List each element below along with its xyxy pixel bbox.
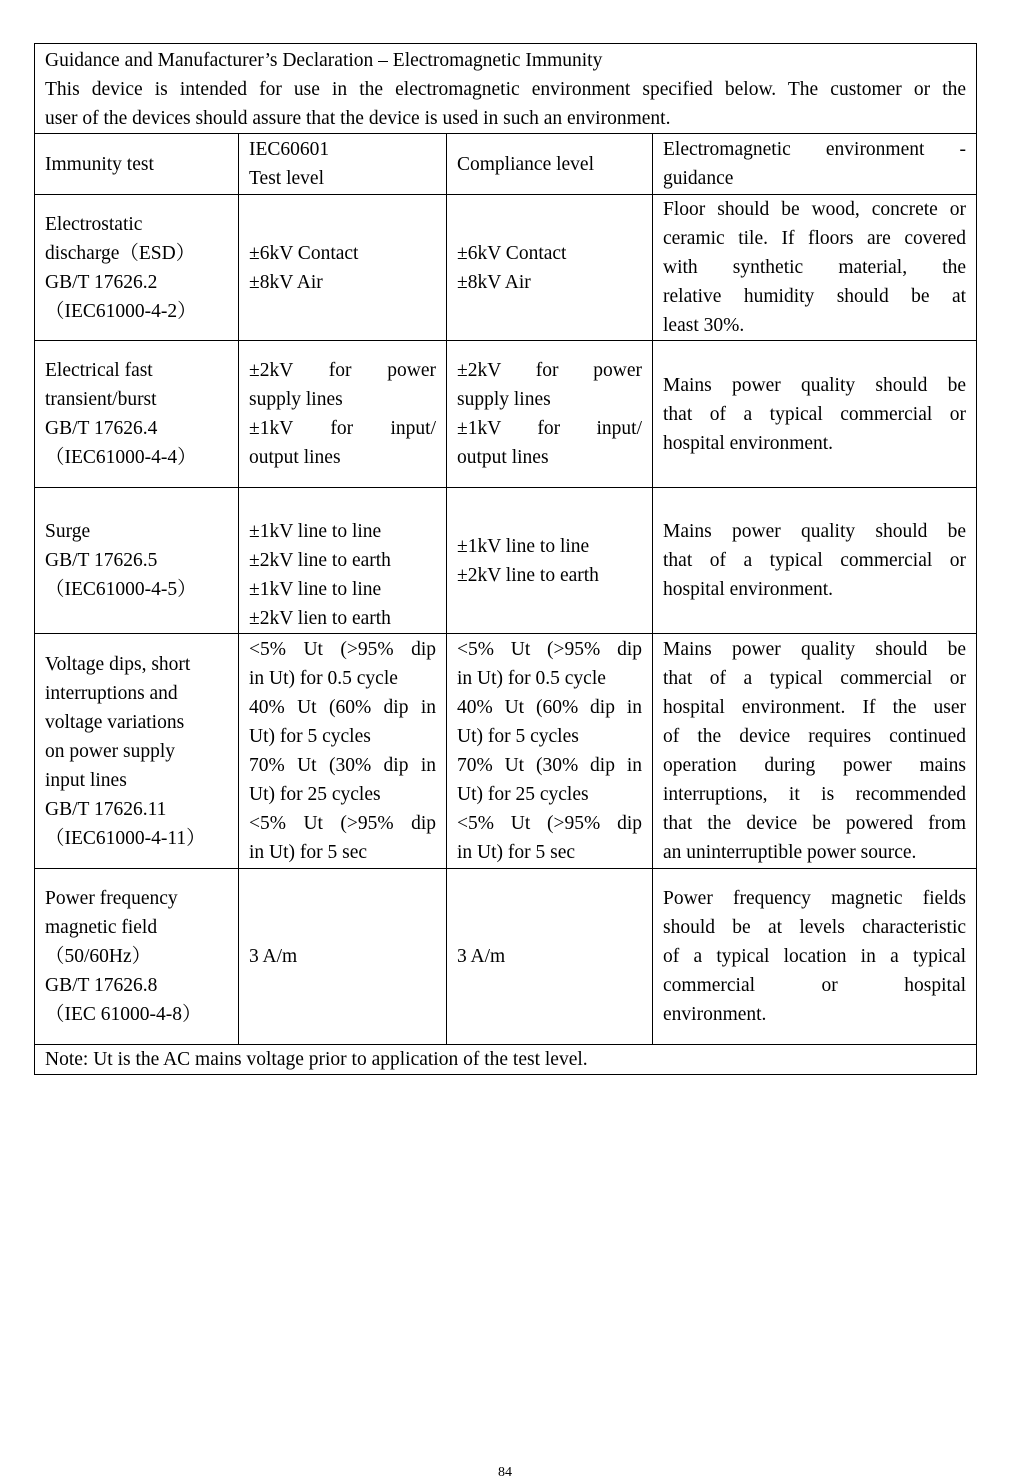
header-environment-guidance: [653, 134, 977, 195]
cell-line: GB/T 17626.8: [45, 975, 158, 996]
cell-line: （IEC 61000-4-8）: [45, 1004, 202, 1025]
header-immunity-test-text: Immunity test: [45, 153, 154, 175]
cell-line: （IEC61000-4-5）: [45, 579, 197, 600]
cell-line: in Ut) for 5 sec: [457, 842, 576, 863]
cell-line: ±2kV for power: [457, 360, 642, 381]
cell-compliance: [447, 195, 653, 341]
cell-test: [35, 341, 239, 488]
cell-guidance: [653, 634, 977, 869]
cell-line: 3 A/m: [249, 946, 298, 967]
cell-line: Ut) for 25 cycles: [457, 784, 589, 805]
cell-test: [35, 195, 239, 341]
cell-line: ±1kV line to line: [249, 521, 382, 542]
cell-line: hospital environment.: [663, 579, 834, 600]
cell-line: ±2kV line to earth: [457, 564, 599, 586]
cell-line: <5% Ut (>95% dip: [457, 813, 642, 834]
cell-line: Floor should be wood, concrete or: [663, 199, 967, 220]
header-compliance-text: Compliance level: [457, 153, 594, 175]
cell-line: GB/T 17626.4: [45, 418, 158, 439]
cell-test: [35, 869, 239, 1045]
cell-line: supply lines: [249, 389, 343, 410]
cell-line: that of a typical commercial or: [663, 550, 967, 571]
cell-line: Electrical fast: [45, 360, 153, 381]
table-row-power-frequency: [35, 869, 977, 1045]
cell-line: Power frequency: [45, 888, 178, 909]
cell-line: ±1kV for input/: [249, 418, 436, 439]
cell-line: environment.: [663, 1004, 767, 1025]
cell-line: Mains power quality should be: [663, 521, 967, 542]
cell-line: magnetic field: [45, 917, 158, 938]
cell-line: hospital environment.: [663, 432, 834, 454]
cell-compliance: [447, 634, 653, 869]
cell-test-level: [239, 195, 447, 341]
cell-line: input lines: [45, 769, 127, 791]
cell-compliance: [447, 869, 653, 1045]
cell-line: ±8kV Air: [457, 271, 531, 293]
cell-line: least 30%.: [663, 315, 745, 336]
header-test-level-line-1: IEC60601: [249, 139, 330, 160]
table-intro-line-1: This device is intended for use in the electromagnetic environment specified below. The customer or the: [45, 79, 967, 100]
table-title-cell: [35, 44, 977, 134]
cell-line: GB/T 17626.2: [45, 271, 158, 293]
cell-compliance: [447, 341, 653, 488]
cell-line: ±2kV line to earth: [249, 550, 391, 571]
cell-line: <5% Ut (>95% dip: [249, 639, 436, 660]
cell-test-level: [239, 869, 447, 1045]
table-note-cell: [35, 1045, 977, 1075]
cell-line: in Ut) for 0.5 cycle: [457, 668, 606, 689]
column-header-row: [35, 134, 977, 195]
cell-line: （50/60Hz）: [45, 946, 152, 967]
cell-line: transient/burst: [45, 389, 157, 410]
cell-line: （IEC61000-4-4）: [45, 447, 197, 468]
cell-line: Electrostatic: [45, 213, 143, 235]
cell-guidance: [653, 869, 977, 1045]
table-row-surge: [35, 488, 977, 634]
cell-line: ±2kV for power: [249, 360, 436, 381]
cell-line: Surge: [45, 521, 91, 542]
cell-line: supply lines: [457, 389, 551, 410]
cell-line: on power supply: [45, 740, 175, 762]
cell-line: should be at levels characteristic: [663, 917, 967, 938]
cell-line: in Ut) for 0.5 cycle: [249, 668, 398, 689]
cell-line: ±2kV lien to earth: [249, 608, 391, 629]
cell-line: ±6kV Contact: [249, 242, 359, 264]
cell-line: Ut) for 5 cycles: [457, 726, 579, 747]
cell-line: interruptions and: [45, 682, 178, 704]
cell-line: Mains power quality should be: [663, 374, 967, 396]
cell-line: of the device requires continued: [663, 726, 967, 747]
cell-guidance: [653, 341, 977, 488]
cell-line: ±1kV for input/: [457, 418, 642, 439]
table-title: Guidance and Manufacturer’s Declaration – Electromagnetic Immunity: [45, 50, 603, 71]
cell-test: [35, 488, 239, 634]
cell-line: ±1kV line to line: [457, 535, 590, 557]
cell-line: an uninterruptible power source.: [663, 842, 917, 863]
header-immunity-test: [35, 134, 239, 195]
cell-line: in Ut) for 5 sec: [249, 842, 368, 863]
cell-line: 70% Ut (30% dip in: [457, 755, 642, 776]
cell-line: hospital environment. If the user: [663, 697, 967, 718]
header-test-level-line-2: Test level: [249, 168, 324, 189]
table-intro-line-2: user of the devices should assure that the device is used in such an environment.: [45, 108, 671, 129]
cell-line: discharge（ESD）: [45, 242, 196, 264]
header-environment-line-1: Electromagnetic environment -: [663, 139, 967, 160]
cell-line: <5% Ut (>95% dip: [457, 639, 642, 660]
cell-line: ±8kV Air: [249, 271, 323, 293]
cell-line: Ut) for 25 cycles: [249, 784, 381, 805]
cell-line: voltage variations: [45, 711, 185, 733]
cell-line: （IEC61000-4-11）: [45, 827, 206, 849]
cell-test: [35, 634, 239, 869]
cell-line: of a typical location in a typical: [663, 946, 967, 967]
table-note: Note: Ut is the AC mains voltage prior to application of the test level.: [45, 1049, 588, 1070]
cell-line: Ut) for 5 cycles: [249, 726, 371, 747]
cell-line: operation during power mains: [663, 755, 967, 776]
cell-line: Mains power quality should be: [663, 639, 967, 660]
cell-line: output lines: [457, 447, 549, 468]
cell-line: <5% Ut (>95% dip: [249, 813, 436, 834]
cell-line: （IEC61000-4-2）: [45, 300, 197, 322]
table-row-voltage-dips: [35, 634, 977, 869]
cell-line: Power frequency magnetic fields: [663, 888, 967, 909]
cell-line: that of a typical commercial or: [663, 668, 967, 689]
cell-line: GB/T 17626.11: [45, 798, 167, 820]
cell-line: 3 A/m: [457, 946, 506, 967]
table-title-row: [35, 44, 977, 134]
cell-line: interruptions, it is recommended: [663, 784, 967, 805]
header-environment-line-2: guidance: [663, 168, 734, 189]
cell-line: GB/T 17626.5: [45, 550, 158, 571]
cell-line: commercial or hospital: [663, 975, 967, 996]
table-row-esd: [35, 195, 977, 341]
cell-test-level: [239, 634, 447, 869]
cell-test-level: [239, 341, 447, 488]
table-note-row: [35, 1045, 977, 1075]
cell-line: 70% Ut (30% dip in: [249, 755, 436, 776]
cell-line: ±1kV line to line: [249, 579, 382, 600]
cell-line: Voltage dips, short: [45, 653, 191, 675]
page-number: 84: [498, 1465, 512, 1480]
cell-guidance: [653, 488, 977, 634]
cell-test-level: [239, 488, 447, 634]
cell-line: ±6kV Contact: [457, 242, 567, 264]
cell-line: 40% Ut (60% dip in: [249, 697, 436, 718]
header-test-level: [239, 134, 447, 195]
cell-line: output lines: [249, 447, 341, 468]
cell-line: ceramic tile. If floors are covered: [663, 228, 967, 249]
cell-compliance: [447, 488, 653, 634]
cell-line: 40% Ut (60% dip in: [457, 697, 642, 718]
cell-guidance: [653, 195, 977, 341]
header-compliance-level: [447, 134, 653, 195]
emc-immunity-table: [34, 43, 977, 1075]
cell-line: with synthetic material, the: [663, 257, 967, 278]
cell-line: that of a typical commercial or: [663, 403, 967, 425]
table-row-eft: [35, 341, 977, 488]
cell-line: that the device be powered from: [663, 813, 967, 834]
cell-line: relative humidity should be at: [663, 286, 967, 307]
